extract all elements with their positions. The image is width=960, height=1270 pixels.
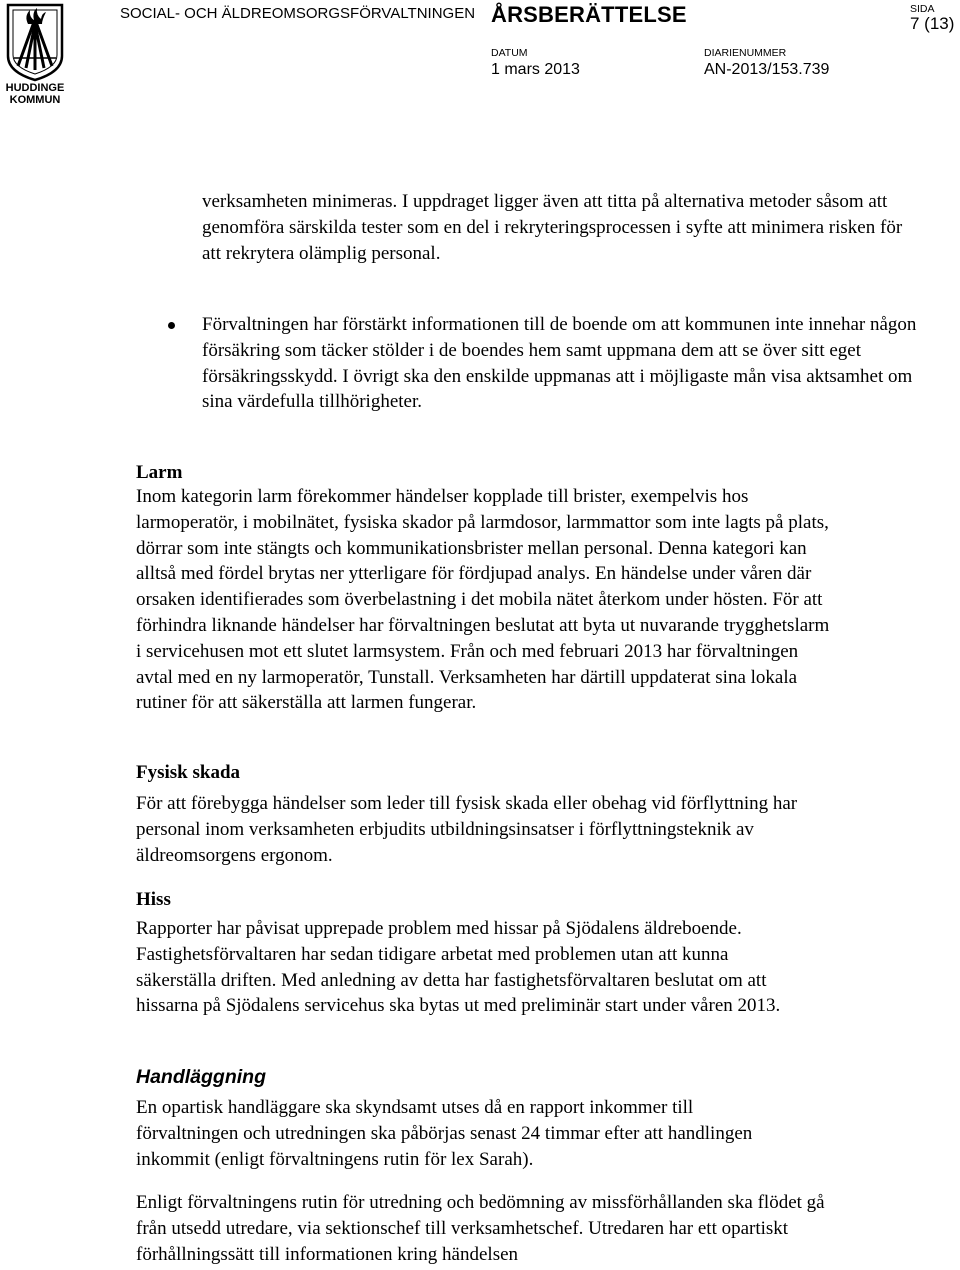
diary-number-label: DIARIENUMMER bbox=[704, 47, 787, 59]
department-name: SOCIAL- OCH ÄLDREOMSORGSFÖRVALTNINGEN bbox=[120, 5, 476, 22]
larm-paragraph: Inom kategorin larm förekommer händelser kopplade till brister, exempelvis hos larmoperatör, i mobilnätet, fysiska skador på larmdosor, larmmattor som inte lagts på plats, dörrar som inte stängts och kommunikationsbrister mellan personal. Denna kategori kan alltså med fördel brytas ner ytterligare för fördjupad analys. En händelse under våren där orsaken identifierades som överbelastning i det mobila nätet återkom under hösten. För att förhindra liknande händelser har förvaltningen beslutat att byta ut nuvarande trygghetslarm i servicehusen mot ett slutet larmsystem. Från och med februari 2013 har förvaltningen avtal med en ny larmoperatör, Tunstall. Verksamheten har därtill uppdaterat sina lokala rutiner för att säkerställa att larmen fungerar. bbox=[136, 486, 830, 714]
date-value: 1 mars 2013 bbox=[491, 61, 580, 78]
municipality-logo bbox=[4, 2, 66, 106]
bullet-icon bbox=[168, 322, 175, 329]
continuation-paragraph: verksamheten minimeras. I uppdraget ligger även att titta på alternativa metoder såsom att genomföra särskilda tester som en del i rekryteringsprocessen i syfte att minimera risken för att rekrytera olämplig personal. bbox=[202, 191, 903, 264]
section-heading-hiss: Hiss bbox=[136, 889, 171, 910]
date-label: DATUM bbox=[491, 47, 528, 59]
handlaggning-paragraph-1: En opartisk handläggare ska skyndsamt utses då en rapport inkommer till förvaltningen och utredningen ska påbörjas senast 24 timmar efter att handlingen inkommit (enligt förvaltningens rutin för lex Sarah). bbox=[136, 1097, 753, 1170]
bullet-paragraph: Förvaltningen har förstärkt informationen till de boende om att kommunen inte innehar någon försäkring som täcker stölder i de boendes hem samt uppmana dem att se över sitt eget försäkringsskydd. I övrigt ska den enskilde uppmanas att i möjligaste mån visa aktsamhet om sina värdefulla tillhörigheter. bbox=[202, 314, 917, 413]
logo-text-huddinge: HUDDINGE bbox=[5, 82, 65, 94]
section-heading-fysisk-skada: Fysisk skada bbox=[136, 762, 241, 783]
diary-number-value: AN-2013/153.739 bbox=[704, 61, 830, 78]
handlaggning-paragraph-2: Enligt förvaltningens rutin för utredning och bedömning av missförhållanden ska flödet gå från utsedd utredare, via sektionschef till verksamhetschef. Utredaren har ett opartiskt förhållningssätt till informationen kring händelsen bbox=[136, 1192, 825, 1265]
page-label: SIDA bbox=[910, 3, 935, 15]
logo-text-kommun: KOMMUN bbox=[9, 94, 61, 106]
fysisk-skada-paragraph: För att förebygga händelser som leder till fysisk skada eller obehag vid förflyttning har personal inom verksamheten erbjudits utbildningsinsatser i förflyttningsteknik av äldreomsorgens ergonom. bbox=[136, 793, 798, 866]
section-heading-handlaggning: Handläggning bbox=[136, 1066, 266, 1088]
section-heading-larm: Larm bbox=[136, 462, 183, 483]
page-number: 7 (13) bbox=[910, 14, 955, 33]
crest-icon bbox=[4, 2, 66, 82]
document-title: ÅRSBERÄTTELSE bbox=[491, 2, 687, 27]
hiss-paragraph: Rapporter har påvisat upprepade problem med hissar på Sjödalens äldreboende. Fastighetsförvaltaren har sedan tidigare arbetat med problemen utan att kunna säkerställa driften. Med anledning av detta har fastighetsförvaltaren beslutat om att hissarna på Sjödalens servicehus ska bytas ut med preliminär start under våren 2013. bbox=[136, 918, 781, 1017]
